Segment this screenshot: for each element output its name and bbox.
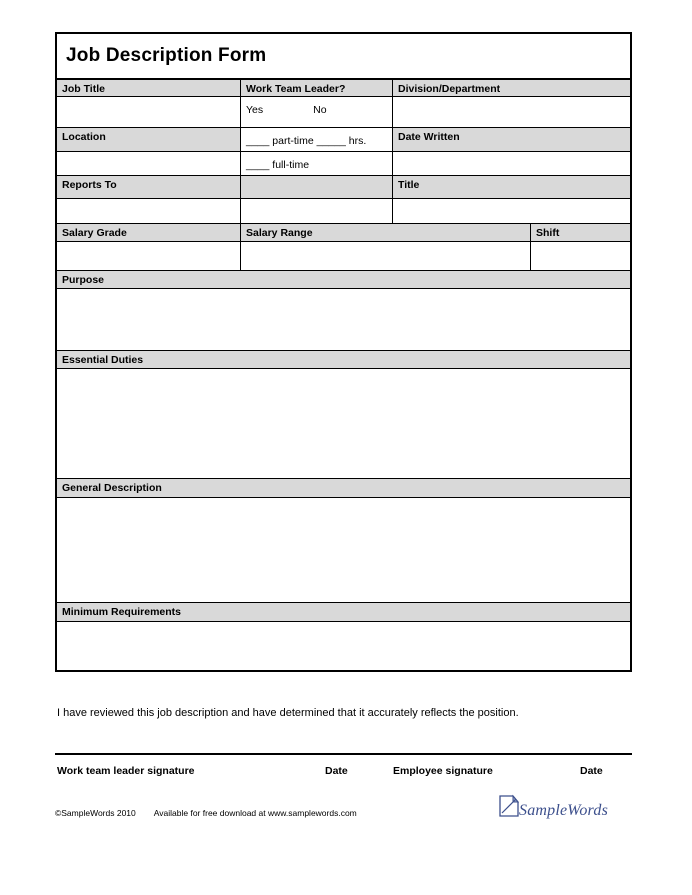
row-reports-to (57, 176, 630, 199)
input-part-time[interactable]: ____ part-time _____ hrs. (241, 128, 393, 152)
footer-copyright: ©SampleWords 2010 (55, 808, 136, 818)
option-yes[interactable]: Yes (246, 104, 264, 116)
yes-no-options (241, 97, 392, 118)
footer (55, 808, 357, 818)
label-reports-to: Reports To (57, 176, 241, 199)
input-salary-grade[interactable] (57, 242, 241, 271)
label-salary-range: Salary Range (241, 224, 531, 242)
footer-availability: Available for free download at www.samplewords.com (153, 808, 357, 818)
page-corner-icon (497, 794, 521, 818)
label-title: Title (393, 176, 630, 199)
label-work-team-leader: Work Team Leader? (241, 80, 393, 97)
input-reports-to-extra[interactable] (241, 199, 393, 224)
label-work-team-leader-signature: Work team leader signature (57, 765, 195, 777)
row-location (57, 128, 630, 152)
label-salary-grade: Salary Grade (57, 224, 241, 242)
input-reports-to[interactable] (57, 199, 241, 224)
label-date-written: Date Written (393, 128, 630, 152)
input-general-description[interactable] (57, 498, 630, 603)
label-shift: Shift (531, 224, 630, 242)
label-general-description: General Description (57, 479, 630, 498)
label-employee-signature: Employee signature (393, 765, 493, 777)
input-shift[interactable] (531, 242, 630, 271)
input-essential-duties[interactable] (57, 369, 630, 479)
row-reports-to-input (57, 199, 630, 224)
label-purpose: Purpose (57, 271, 630, 289)
input-purpose[interactable] (57, 289, 630, 351)
input-full-time[interactable]: ____ full-time (241, 152, 393, 176)
input-work-team-leader-yes-no[interactable] (241, 97, 393, 128)
input-location[interactable] (57, 152, 241, 176)
samplewords-logo (497, 792, 619, 826)
label-job-title: Job Title (57, 80, 241, 97)
label-essential-duties: Essential Duties (57, 351, 630, 369)
row-location-input (57, 152, 630, 176)
page-title: Job Description Form (66, 45, 267, 66)
row-salary (57, 224, 630, 242)
review-statement: I have reviewed this job description and have determined that it accurately reflects the position. (57, 707, 519, 719)
input-division-department[interactable] (393, 97, 630, 128)
form-border (55, 32, 632, 672)
row-job-title-input (57, 97, 630, 128)
input-minimum-requirements[interactable] (57, 622, 630, 672)
reports-to-spacer (241, 176, 393, 199)
input-date-written[interactable] (393, 152, 630, 176)
input-salary-range[interactable] (241, 242, 531, 271)
form-title-row (57, 34, 630, 80)
input-job-title[interactable] (57, 97, 241, 128)
label-minimum-requirements: Minimum Requirements (57, 603, 630, 622)
label-signature-date-2: Date (580, 765, 603, 777)
row-job-title (57, 80, 630, 97)
input-title[interactable] (393, 199, 630, 224)
label-location: Location (57, 128, 241, 152)
row-salary-input (57, 242, 630, 271)
logo-text: SampleWords (519, 802, 609, 819)
signature-divider (55, 753, 632, 755)
job-description-form (55, 32, 632, 672)
label-signature-date-1: Date (325, 765, 348, 777)
label-division-department: Division/Department (393, 80, 630, 97)
option-no[interactable]: No (313, 104, 327, 116)
